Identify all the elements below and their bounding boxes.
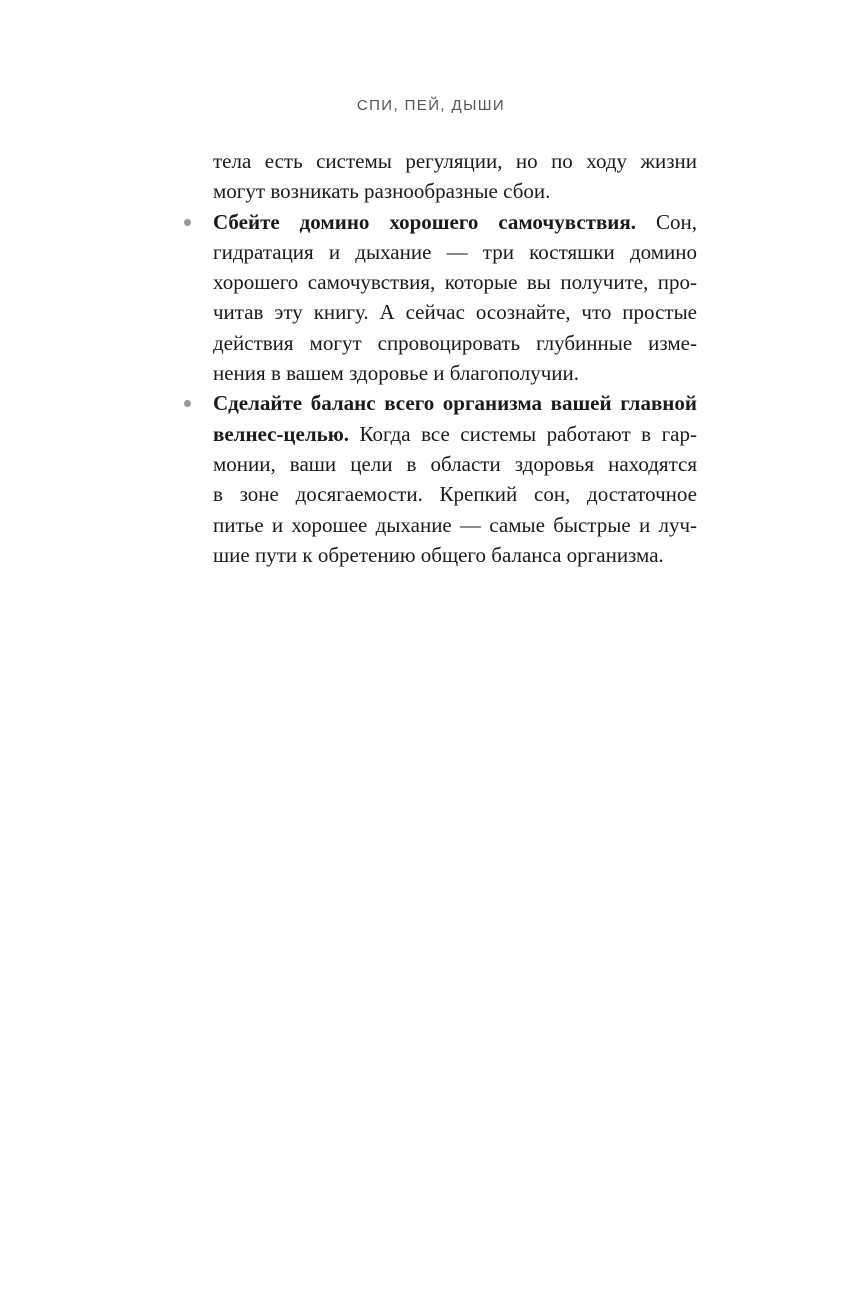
text-line: читав эту книгу. А сейчас осознайте, что простые [213, 300, 697, 325]
bullet-item-balance [213, 388, 697, 570]
bullet-paragraph [213, 388, 697, 570]
bullet-dot-icon [184, 219, 191, 226]
line-text: Сон, [636, 209, 697, 234]
bullet-paragraph [213, 207, 697, 389]
text-line: могут возникать разнообразные сбои. [213, 179, 551, 204]
bullet-item-dominoes [213, 207, 697, 389]
text-line [213, 207, 697, 237]
text-line: Сделайте баланс всего организма вашей главной [213, 391, 697, 416]
text-line: гидратация и дыхание — три костяшки домино [213, 239, 697, 264]
text-line [213, 419, 697, 449]
intro-paragraph [213, 146, 697, 207]
text-line: монии, ваши цели в области здоровья находятся [213, 451, 697, 476]
bullet-dot-icon [184, 400, 191, 407]
text-line: шие пути к обретению общего баланса организма. [213, 542, 664, 567]
running-head: СПИ, ПЕЙ, ДЫШИ [356, 97, 506, 114]
text-line: питье и хорошее дыхание — самые быстрые и луч- [213, 512, 697, 537]
text-line: действия могут спровоцировать глубинные изме- [213, 330, 697, 355]
line-text: Когда все системы работают в гар- [349, 421, 697, 446]
text-line: нения в вашем здоровье и благополучии. [213, 361, 580, 386]
body-text [213, 146, 697, 570]
text-line: хорошего самочувствия, которые вы получите, про- [213, 270, 697, 295]
bold-lead: Сбейте домино хорошего самочувствия. [213, 209, 637, 234]
text-line: тела есть системы регуляции, но по ходу жизни [213, 149, 697, 173]
text-line: в зоне досягаемости. Крепкий сон, достаточное [213, 482, 697, 507]
bold-lead: велнес-целью. [213, 421, 350, 446]
